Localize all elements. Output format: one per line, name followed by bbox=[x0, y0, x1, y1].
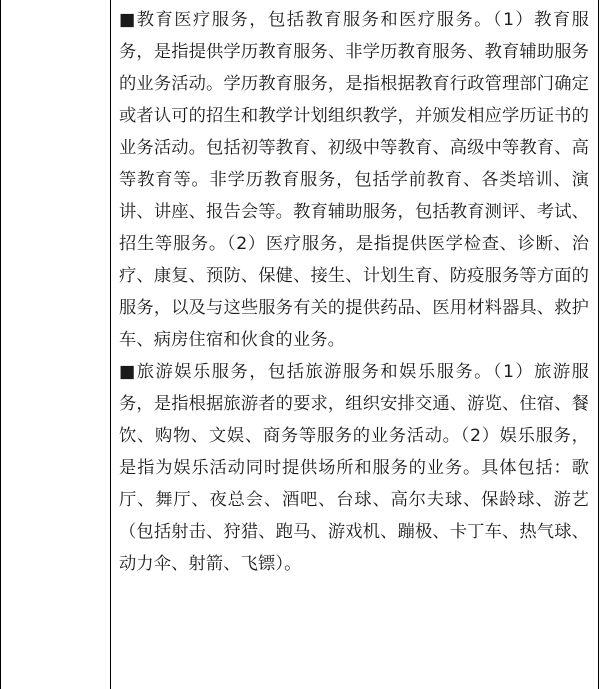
right-table-border bbox=[598, 0, 599, 689]
paragraph-education-medical-services: ■教育医疗服务，包括教育服务和医疗服务。（1）教育服务，是指提供学历教育服务、非学历教育服务、教育辅助服务的业务活动。学历教育服务，是指根据教育行政管理部门确定或者认可的招生和教学计划组织教学，并颁发相应学历证书的业务活动。包括初等教育、初级中等教育、高级中等教育、高等教育等。非学历教育服务，包括学前教育、各类培训、演讲、讲座、报告会等。教育辅助服务，包括教育测评、考试、招生等服务。（2）医疗服务，是指提供医学检查、诊断、治疗、康复、预防、保健、接生、计划生育、防疫服务等方面的服务，以及与这些服务有关的提供药品、医用材料器具、救护车、病房住宿和伙食的业务。 bbox=[119, 10, 589, 350]
paragraph-tourism-entertainment-services: ■旅游娱乐服务，包括旅游服务和娱乐服务。（1）旅游服务，是指根据旅游者的要求，组织安排交通、游览、住宿、餐饮、购物、文娱、商务等服务的业务活动。（2）娱乐服务，是指为娱乐活动同时提供场所和服务的业务。具体包括：歌厅、舞厅、夜总会、酒吧、台球、高尔夫球、保龄球、游艺（包括射击、狩猎、跑马、游戏机、蹦极、卡丁车、热气球、动力伞、射箭、飞镖）。 bbox=[119, 362, 589, 574]
left-table-cell bbox=[0, 0, 111, 689]
content-cell bbox=[119, 4, 589, 580]
